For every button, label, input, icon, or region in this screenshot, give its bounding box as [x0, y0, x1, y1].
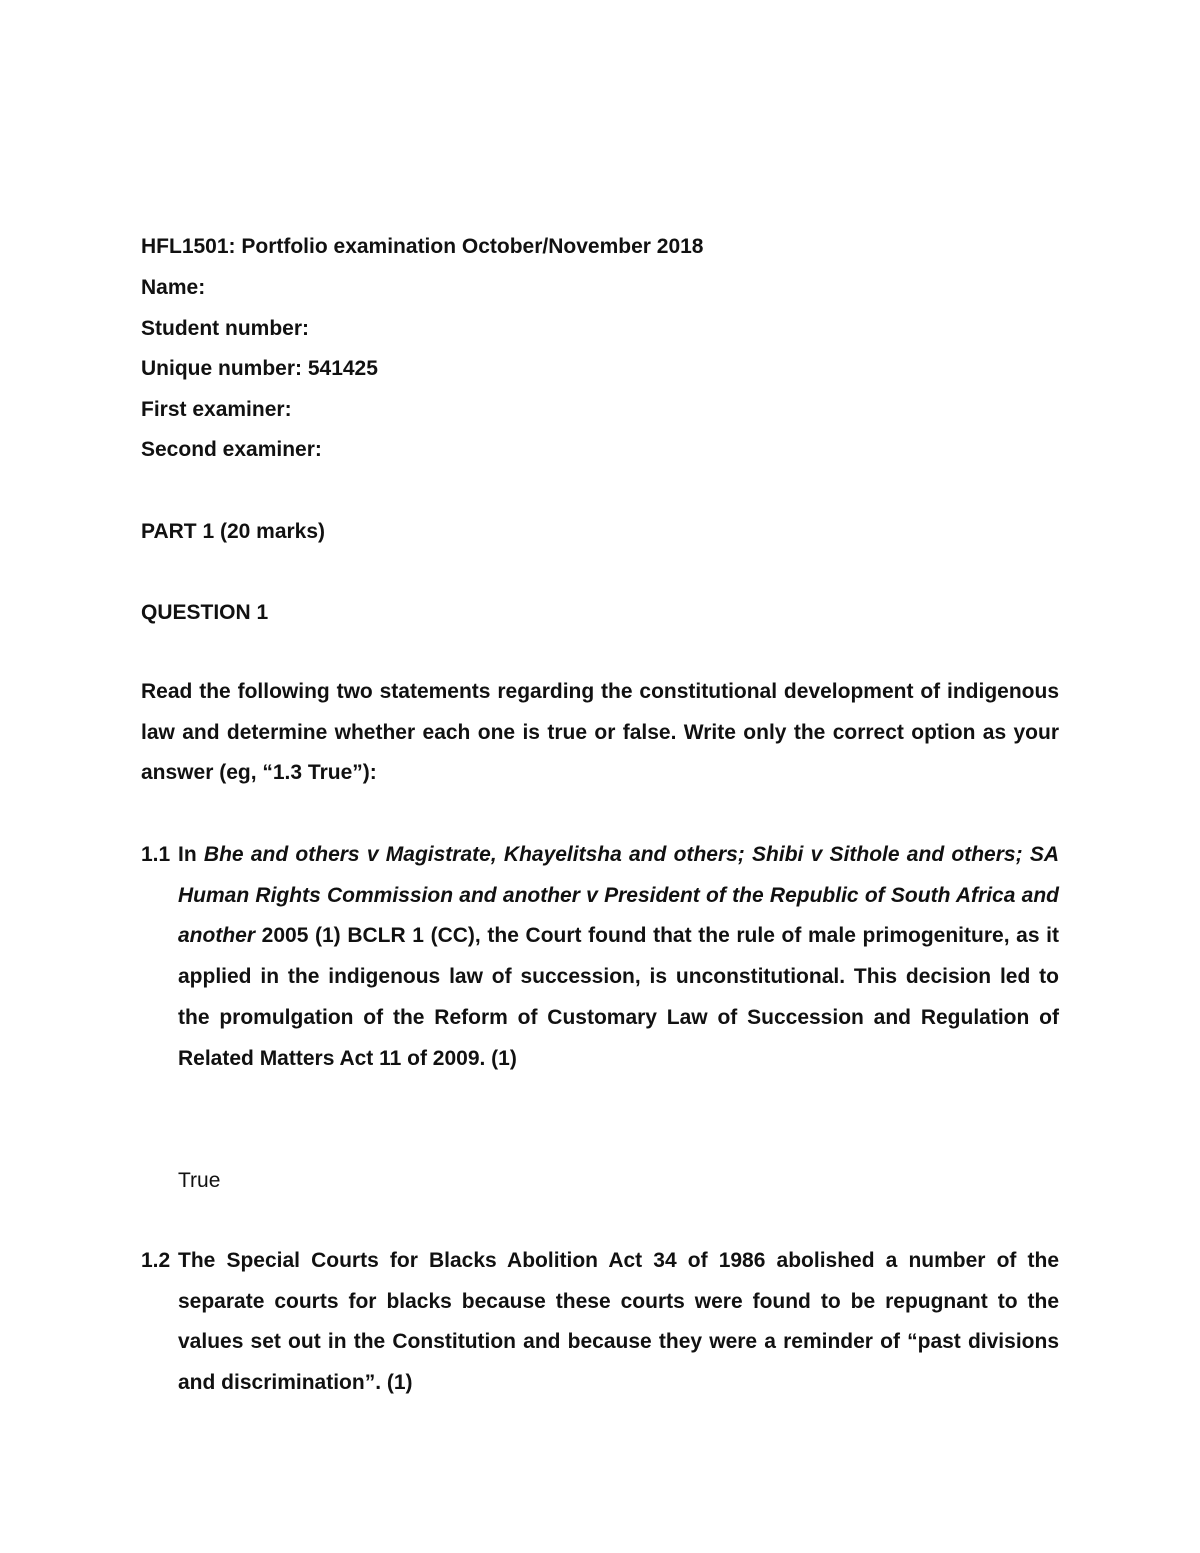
question-item-1-2 [141, 1241, 1059, 1404]
answer-1-1: True [178, 1169, 221, 1192]
question-item-1-1 [141, 835, 1059, 1079]
second-examiner-label: Second examiner: [141, 438, 322, 461]
item-statement: The Special Courts for Blacks Abolition Act 34 of 1986 abolished a number of the separate courts for blacks because these courts were found to be repugnant to the values set out in the Constitution and because they were a reminder of “past divisions and discrimination”. (1) [178, 1249, 1059, 1395]
question-heading: QUESTION 1 [141, 601, 269, 624]
item-number: 1.1 [141, 843, 171, 866]
unique-number-label: Unique number: 541425 [141, 357, 378, 380]
item-text: 2005 (1) BCLR 1 (CC), the Court found that the rule of male primogeniture, as it applied in the indigenous law of succession, is unconstitutional. This decision led to the promulgation of the Reform of Customary Law of Succession and Regulation of Related Matters Act 11 of 2009. (1) [178, 924, 1059, 1070]
part-heading: PART 1 (20 marks) [141, 520, 326, 543]
case-name: Bhe and others v Magistrate, Khayelitsha and others; Shibi v Sithole and others; SA Human Rights Commission and another v President of the Republic of South Africa and another [178, 843, 1059, 948]
exam-title: HFL1501: Portfolio examination October/November 2018 [141, 235, 704, 258]
first-examiner-label: First examiner: [141, 398, 292, 421]
item-statement [178, 835, 1059, 1079]
item-number: 1.2 [141, 1249, 171, 1272]
student-number-label: Student number: [141, 317, 309, 340]
item-intro: In [178, 843, 204, 866]
name-label: Name: [141, 276, 206, 299]
question-instructions: Read the following two statements regarding the constitutional development of indigenous law and determine whether each one is true or false. Write only the correct option as your answer (eg, “1.3 True”): [141, 680, 1059, 785]
